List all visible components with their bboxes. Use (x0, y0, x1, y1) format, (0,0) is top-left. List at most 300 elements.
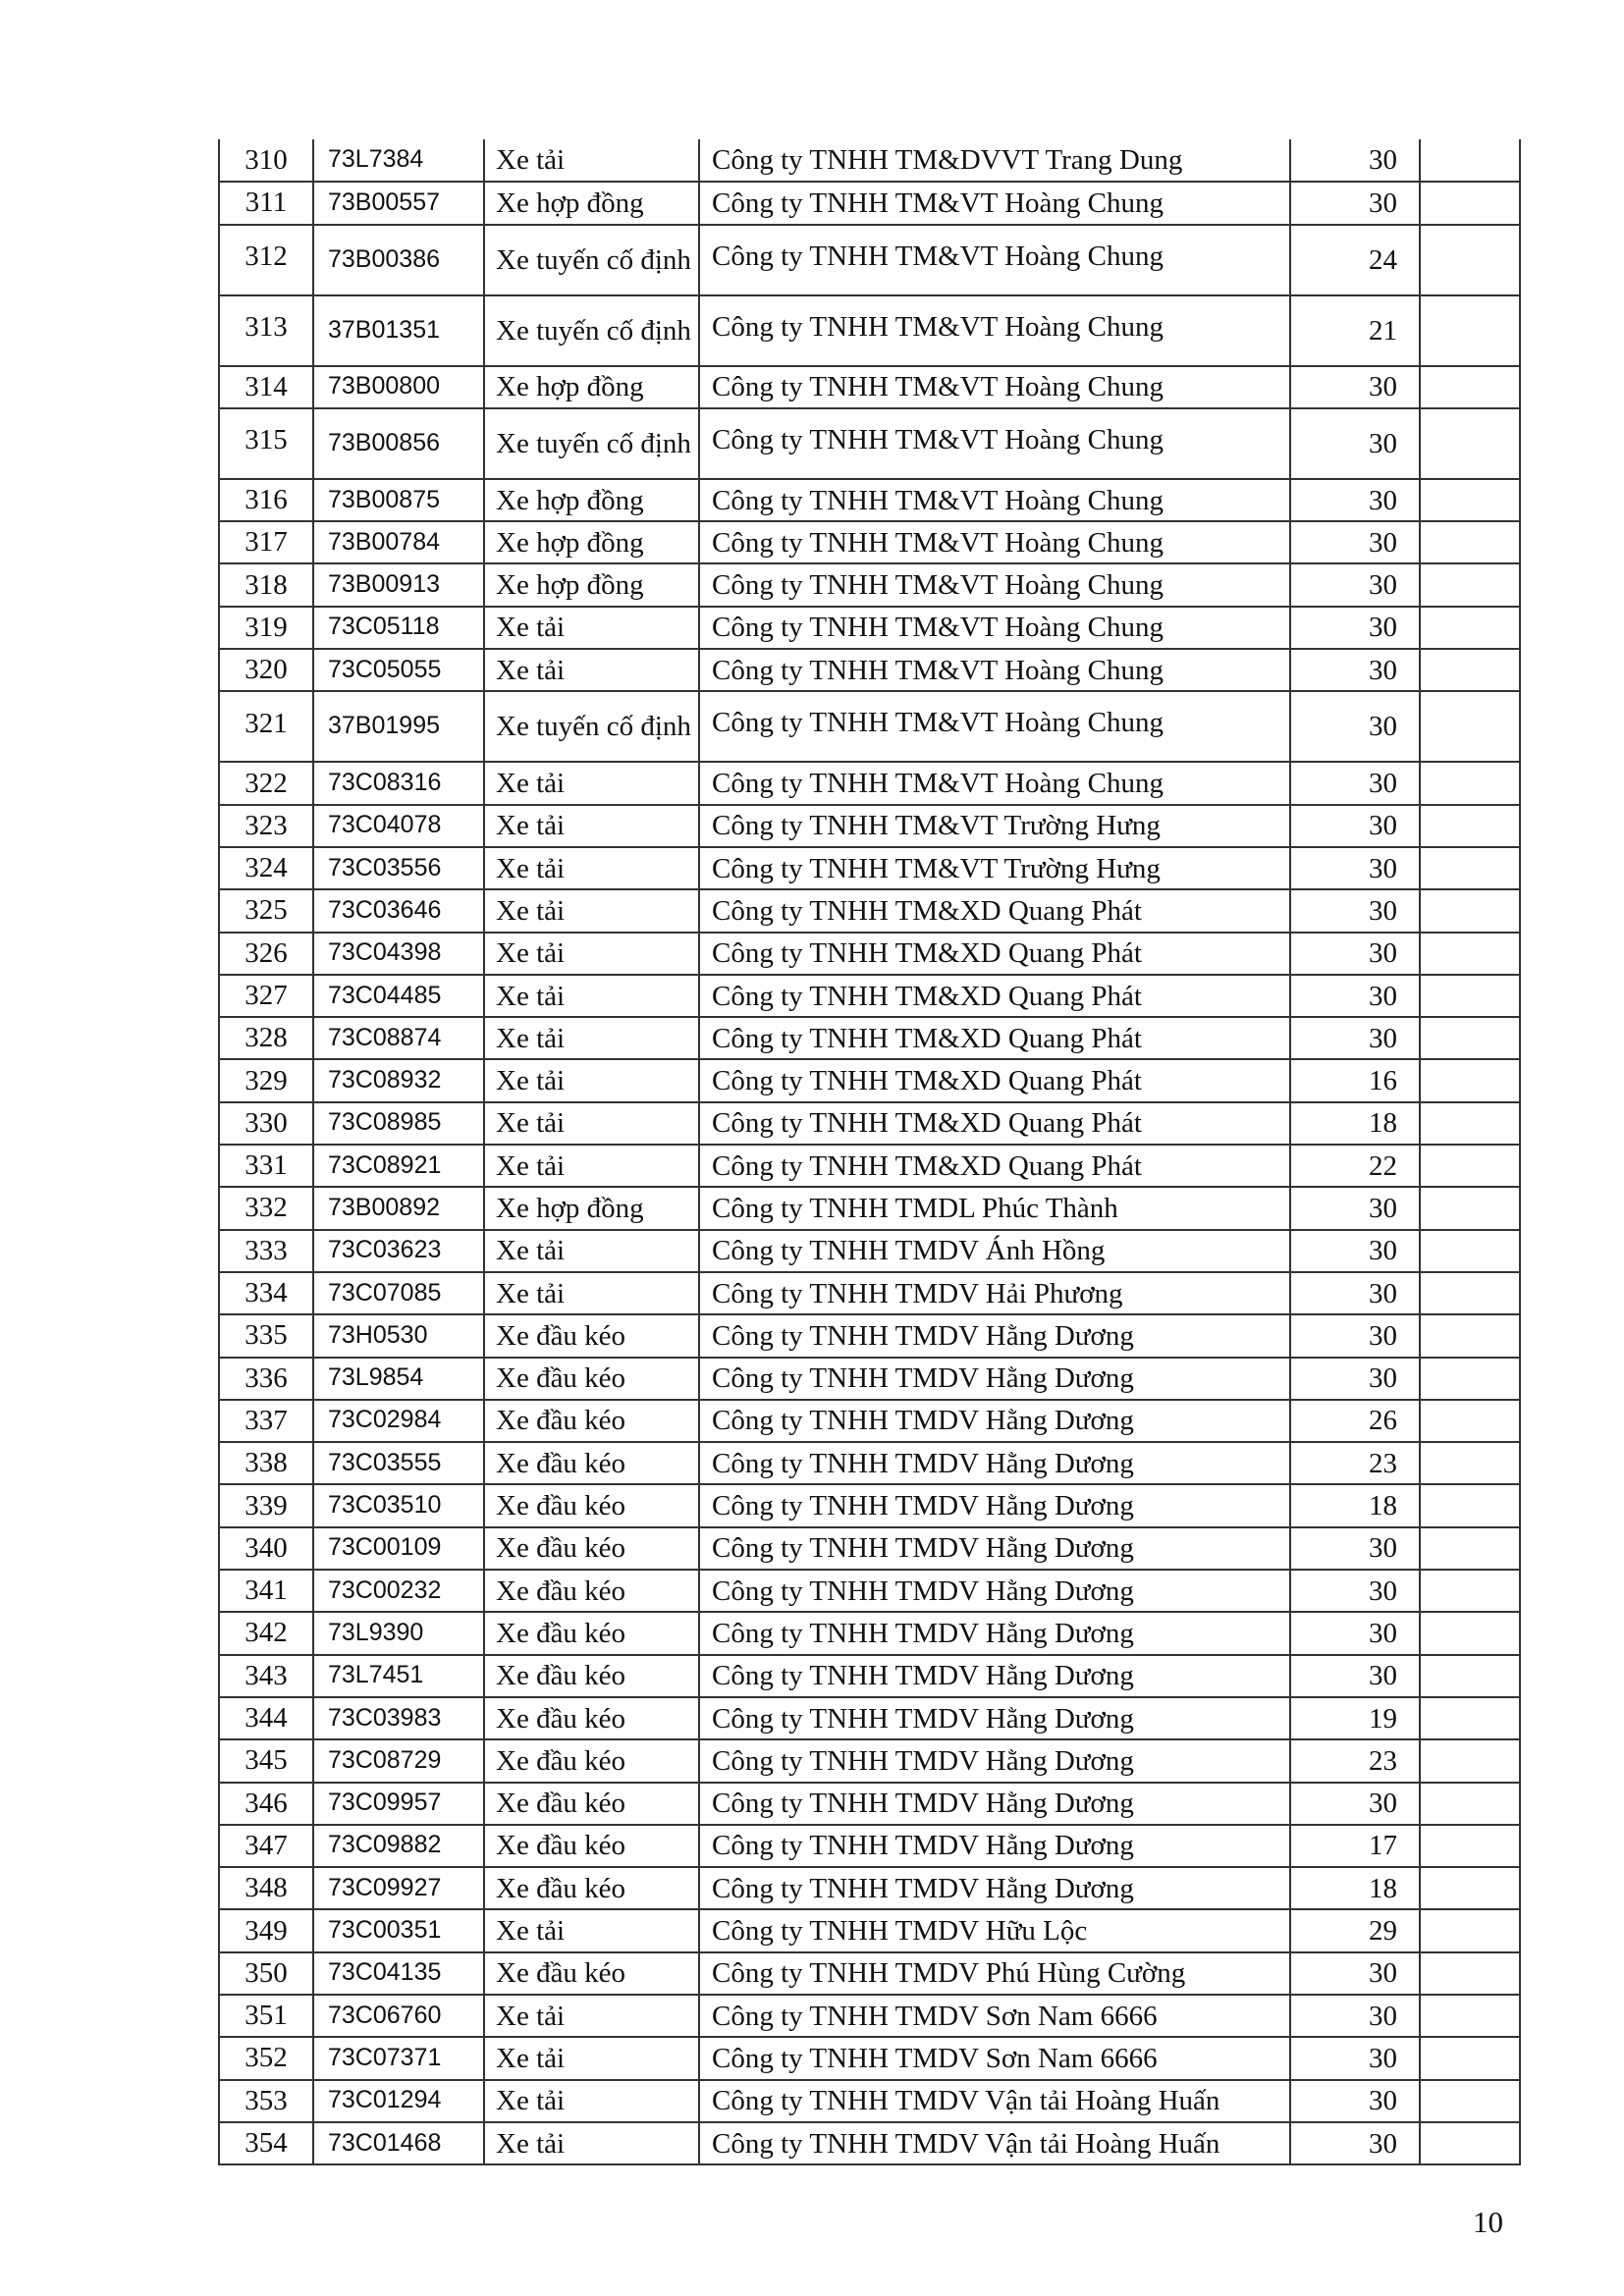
note-cell (1420, 1995, 1520, 2037)
license-plate-cell: 73C08729 (313, 1739, 484, 1782)
row-number-cell: 339 (219, 1484, 313, 1526)
table-row (219, 847, 1520, 889)
row-number-cell: 310 (219, 139, 313, 182)
note-cell (1420, 1017, 1520, 1059)
license-plate-cell: 73C04485 (313, 975, 484, 1017)
vehicle-type-cell: Xe tuyến cố định (484, 691, 699, 762)
row-number-cell: 354 (219, 2122, 313, 2164)
row-number-cell: 322 (219, 762, 313, 804)
table-row (219, 762, 1520, 804)
vehicle-type-cell: Xe đầu kéo (484, 1825, 699, 1867)
table-row (219, 607, 1520, 649)
days-cell: 30 (1290, 1995, 1420, 2037)
row-number-cell: 329 (219, 1059, 313, 1101)
license-plate-cell: 73C08874 (313, 1017, 484, 1059)
vehicle-type-cell: Xe hợp đồng (484, 563, 699, 606)
owner-cell: Công ty TNHH TM&VT Hoàng Chung (699, 691, 1290, 762)
note-cell (1420, 1358, 1520, 1400)
vehicle-type-cell: Xe tải (484, 139, 699, 182)
row-number-cell: 332 (219, 1187, 313, 1229)
license-plate-cell: 73B00913 (313, 563, 484, 606)
note-cell (1420, 1145, 1520, 1187)
table-row (219, 1017, 1520, 1059)
days-cell: 30 (1290, 889, 1420, 932)
vehicle-type-cell: Xe tải (484, 975, 699, 1017)
license-plate-cell: 73C00351 (313, 1909, 484, 1951)
license-plate-cell: 73C08316 (313, 762, 484, 804)
note-cell (1420, 762, 1520, 804)
days-cell: 30 (1290, 1230, 1420, 1272)
row-number-cell: 313 (219, 295, 313, 366)
note-cell (1420, 1825, 1520, 1867)
row-number-cell: 326 (219, 933, 313, 975)
vehicle-type-cell: Xe tải (484, 607, 699, 649)
table-row (219, 1230, 1520, 1272)
vehicle-table (218, 139, 1521, 2165)
note-cell (1420, 1697, 1520, 1739)
days-cell: 30 (1290, 366, 1420, 408)
vehicle-type-cell: Xe tải (484, 1059, 699, 1101)
row-number-cell: 341 (219, 1570, 313, 1612)
vehicle-type-cell: Xe tải (484, 1909, 699, 1951)
note-cell (1420, 2122, 1520, 2164)
table-row (219, 1484, 1520, 1526)
row-number-cell: 350 (219, 1952, 313, 1995)
table-row (219, 1442, 1520, 1484)
license-plate-cell: 73C07085 (313, 1272, 484, 1314)
vehicle-type-cell: Xe hợp đồng (484, 1187, 699, 1229)
days-cell: 21 (1290, 295, 1420, 366)
license-plate-cell: 73C05055 (313, 649, 484, 691)
days-cell: 18 (1290, 1484, 1420, 1526)
table-row (219, 563, 1520, 606)
license-plate-cell: 73C08985 (313, 1102, 484, 1145)
table-row (219, 1867, 1520, 1909)
owner-cell: Công ty TNHH TM&XD Quang Phát (699, 975, 1290, 1017)
license-plate-cell: 73B00892 (313, 1187, 484, 1229)
owner-cell: Công ty TNHH TMDV Hằng Dương (699, 1358, 1290, 1400)
owner-cell: Công ty TNHH TMDV Hằng Dương (699, 1314, 1290, 1357)
row-number-cell: 320 (219, 649, 313, 691)
vehicle-type-cell: Xe hợp đồng (484, 479, 699, 521)
license-plate-cell: 73C03623 (313, 1230, 484, 1272)
table-row (219, 691, 1520, 762)
days-cell: 30 (1290, 933, 1420, 975)
row-number-cell: 314 (219, 366, 313, 408)
note-cell (1420, 691, 1520, 762)
license-plate-cell: 73C01468 (313, 2122, 484, 2164)
note-cell (1420, 1527, 1520, 1570)
owner-cell: Công ty TNHH TM&XD Quang Phát (699, 933, 1290, 975)
license-plate-cell: 73C04398 (313, 933, 484, 975)
days-cell: 30 (1290, 563, 1420, 606)
row-number-cell: 340 (219, 1527, 313, 1570)
vehicle-type-cell: Xe tải (484, 2122, 699, 2164)
vehicle-type-cell: Xe đầu kéo (484, 1570, 699, 1612)
vehicle-type-cell: Xe tải (484, 933, 699, 975)
table-row (219, 889, 1520, 932)
days-cell: 30 (1290, 762, 1420, 804)
vehicle-type-cell: Xe hợp đồng (484, 366, 699, 408)
owner-cell: Công ty TNHH TMDV Hằng Dương (699, 1655, 1290, 1697)
license-plate-cell: 73H0530 (313, 1314, 484, 1357)
license-plate-cell: 73C09882 (313, 1825, 484, 1867)
table-row (219, 1739, 1520, 1782)
note-cell (1420, 225, 1520, 295)
note-cell (1420, 1230, 1520, 1272)
table-row (219, 1952, 1520, 1995)
row-number-cell: 343 (219, 1655, 313, 1697)
vehicle-type-cell: Xe hợp đồng (484, 182, 699, 224)
row-number-cell: 336 (219, 1358, 313, 1400)
days-cell: 30 (1290, 649, 1420, 691)
table-row (219, 1995, 1520, 2037)
row-number-cell: 318 (219, 563, 313, 606)
days-cell: 30 (1290, 1314, 1420, 1357)
row-number-cell: 347 (219, 1825, 313, 1867)
days-cell: 30 (1290, 691, 1420, 762)
license-plate-cell: 37B01995 (313, 691, 484, 762)
note-cell (1420, 1867, 1520, 1909)
vehicle-type-cell: Xe đầu kéo (484, 1612, 699, 1654)
row-number-cell: 325 (219, 889, 313, 932)
vehicle-type-cell: Xe tuyến cố định (484, 295, 699, 366)
note-cell (1420, 1612, 1520, 1654)
note-cell (1420, 2080, 1520, 2122)
license-plate-cell: 73C05118 (313, 607, 484, 649)
vehicle-type-cell: Xe tải (484, 2080, 699, 2122)
table-row (219, 975, 1520, 1017)
days-cell: 24 (1290, 225, 1420, 295)
row-number-cell: 321 (219, 691, 313, 762)
note-cell (1420, 1739, 1520, 1782)
row-number-cell: 338 (219, 1442, 313, 1484)
row-number-cell: 316 (219, 479, 313, 521)
row-number-cell: 331 (219, 1145, 313, 1187)
table-row (219, 2122, 1520, 2164)
table-row (219, 1570, 1520, 1612)
license-plate-cell: 73C00232 (313, 1570, 484, 1612)
table-row (219, 479, 1520, 521)
row-number-cell: 317 (219, 521, 313, 563)
days-cell: 30 (1290, 2037, 1420, 2079)
table-row (219, 1527, 1520, 1570)
license-plate-cell: 73C03510 (313, 1484, 484, 1526)
note-cell (1420, 1102, 1520, 1145)
note-cell (1420, 1272, 1520, 1314)
note-cell (1420, 1655, 1520, 1697)
owner-cell: Công ty TNHH TMDV Hằng Dương (699, 1484, 1290, 1526)
owner-cell: Công ty TNHH TMDL Phúc Thành (699, 1187, 1290, 1229)
row-number-cell: 312 (219, 225, 313, 295)
days-cell: 18 (1290, 1867, 1420, 1909)
license-plate-cell: 73B00875 (313, 479, 484, 521)
days-cell: 30 (1290, 139, 1420, 182)
owner-cell: Công ty TNHH TM&XD Quang Phát (699, 1145, 1290, 1187)
owner-cell: Công ty TNHH TM&XD Quang Phát (699, 1017, 1290, 1059)
days-cell: 30 (1290, 1187, 1420, 1229)
license-plate-cell: 73B00856 (313, 408, 484, 479)
license-plate-cell: 73B00557 (313, 182, 484, 224)
vehicle-type-cell: Xe hợp đồng (484, 521, 699, 563)
note-cell (1420, 479, 1520, 521)
note-cell (1420, 139, 1520, 182)
license-plate-cell: 73B00800 (313, 366, 484, 408)
note-cell (1420, 1400, 1520, 1442)
note-cell (1420, 521, 1520, 563)
owner-cell: Công ty TNHH TM&VT Trường Hưng (699, 847, 1290, 889)
vehicle-type-cell: Xe tuyến cố định (484, 408, 699, 479)
vehicle-type-cell: Xe tải (484, 1145, 699, 1187)
license-plate-cell: 73B00386 (313, 225, 484, 295)
owner-cell: Công ty TNHH TM&VT Hoàng Chung (699, 521, 1290, 563)
note-cell (1420, 649, 1520, 691)
row-number-cell: 334 (219, 1272, 313, 1314)
vehicle-type-cell: Xe tải (484, 1230, 699, 1272)
note-cell (1420, 2037, 1520, 2079)
days-cell: 22 (1290, 1145, 1420, 1187)
days-cell: 30 (1290, 2080, 1420, 2122)
vehicle-type-cell: Xe đầu kéo (484, 1867, 699, 1909)
vehicle-type-cell: Xe đầu kéo (484, 1697, 699, 1739)
row-number-cell: 319 (219, 607, 313, 649)
days-cell: 30 (1290, 521, 1420, 563)
row-number-cell: 348 (219, 1867, 313, 1909)
row-number-cell: 353 (219, 2080, 313, 2122)
days-cell: 16 (1290, 1059, 1420, 1101)
days-cell: 30 (1290, 805, 1420, 847)
note-cell (1420, 295, 1520, 366)
owner-cell: Công ty TNHH TMDV Hữu Lộc (699, 1909, 1290, 1951)
owner-cell: Công ty TNHH TMDV Hằng Dương (699, 1867, 1290, 1909)
vehicle-type-cell: Xe tải (484, 805, 699, 847)
owner-cell: Công ty TNHH TMDV Hằng Dương (699, 1527, 1290, 1570)
note-cell (1420, 1442, 1520, 1484)
page-number: 10 (1473, 2205, 1503, 2239)
row-number-cell: 327 (219, 975, 313, 1017)
owner-cell: Công ty TNHH TM&VT Hoàng Chung (699, 649, 1290, 691)
days-cell: 30 (1290, 1272, 1420, 1314)
table-row (219, 408, 1520, 479)
row-number-cell: 344 (219, 1697, 313, 1739)
note-cell (1420, 933, 1520, 975)
owner-cell: Công ty TNHH TMDV Phú Hùng Cường (699, 1952, 1290, 1995)
vehicle-type-cell: Xe đầu kéo (484, 1442, 699, 1484)
row-number-cell: 342 (219, 1612, 313, 1654)
table-row (219, 521, 1520, 563)
note-cell (1420, 366, 1520, 408)
days-cell: 30 (1290, 847, 1420, 889)
license-plate-cell: 73C03556 (313, 847, 484, 889)
vehicle-type-cell: Xe tải (484, 2037, 699, 2079)
table-row (219, 2080, 1520, 2122)
owner-cell: Công ty TNHH TM&XD Quang Phát (699, 889, 1290, 932)
vehicle-type-cell: Xe tải (484, 889, 699, 932)
row-number-cell: 337 (219, 1400, 313, 1442)
table-row (219, 139, 1520, 182)
note-cell (1420, 889, 1520, 932)
table-row (219, 366, 1520, 408)
note-cell (1420, 1059, 1520, 1101)
vehicle-type-cell: Xe tải (484, 1995, 699, 2037)
vehicle-type-cell: Xe tải (484, 649, 699, 691)
table-row (219, 933, 1520, 975)
owner-cell: Công ty TNHH TMDV Hằng Dương (699, 1442, 1290, 1484)
row-number-cell: 315 (219, 408, 313, 479)
row-number-cell: 349 (219, 1909, 313, 1951)
owner-cell: Công ty TNHH TM&XD Quang Phát (699, 1102, 1290, 1145)
owner-cell: Công ty TNHH TM&VT Hoàng Chung (699, 366, 1290, 408)
license-plate-cell: 73C03555 (313, 1442, 484, 1484)
days-cell: 18 (1290, 1102, 1420, 1145)
owner-cell: Công ty TNHH TMDV Hằng Dương (699, 1400, 1290, 1442)
owner-cell: Công ty TNHH TMDV Hằng Dương (699, 1697, 1290, 1739)
days-cell: 19 (1290, 1697, 1420, 1739)
vehicle-type-cell: Xe đầu kéo (484, 1739, 699, 1782)
note-cell (1420, 607, 1520, 649)
table-row (219, 649, 1520, 691)
owner-cell: Công ty TNHH TM&VT Hoàng Chung (699, 479, 1290, 521)
owner-cell: Công ty TNHH TMDV Ánh Hồng (699, 1230, 1290, 1272)
note-cell (1420, 1909, 1520, 1951)
days-cell: 30 (1290, 2122, 1420, 2164)
license-plate-cell: 73C02984 (313, 1400, 484, 1442)
table-row (219, 1825, 1520, 1867)
table-row (219, 295, 1520, 366)
vehicle-type-cell: Xe đầu kéo (484, 1484, 699, 1526)
table-row (219, 1187, 1520, 1229)
vehicle-type-cell: Xe đầu kéo (484, 1655, 699, 1697)
days-cell: 23 (1290, 1442, 1420, 1484)
license-plate-cell: 73L9390 (313, 1612, 484, 1654)
license-plate-cell: 73C08932 (313, 1059, 484, 1101)
license-plate-cell: 73C04135 (313, 1952, 484, 1995)
vehicle-type-cell: Xe đầu kéo (484, 1400, 699, 1442)
license-plate-cell: 73C09957 (313, 1783, 484, 1825)
owner-cell: Công ty TNHH TM&DVVT Trang Dung (699, 139, 1290, 182)
vehicle-type-cell: Xe tải (484, 1102, 699, 1145)
owner-cell: Công ty TNHH TMDV Hằng Dương (699, 1612, 1290, 1654)
owner-cell: Công ty TNHH TM&VT Hoàng Chung (699, 182, 1290, 224)
table-row (219, 1612, 1520, 1654)
note-cell (1420, 847, 1520, 889)
license-plate-cell: 73C08921 (313, 1145, 484, 1187)
days-cell: 30 (1290, 408, 1420, 479)
vehicle-table-body (219, 139, 1520, 2164)
days-cell: 30 (1290, 607, 1420, 649)
table-row (219, 225, 1520, 295)
owner-cell: Công ty TNHH TM&VT Hoàng Chung (699, 563, 1290, 606)
owner-cell: Công ty TNHH TMDV Hằng Dương (699, 1825, 1290, 1867)
owner-cell: Công ty TNHH TMDV Vận tải Hoàng Huấn (699, 2122, 1290, 2164)
license-plate-cell: 73C01294 (313, 2080, 484, 2122)
owner-cell: Công ty TNHH TM&VT Hoàng Chung (699, 762, 1290, 804)
days-cell: 30 (1290, 479, 1420, 521)
days-cell: 30 (1290, 1612, 1420, 1654)
note-cell (1420, 975, 1520, 1017)
row-number-cell: 345 (219, 1739, 313, 1782)
days-cell: 30 (1290, 1527, 1420, 1570)
row-number-cell: 330 (219, 1102, 313, 1145)
owner-cell: Công ty TNHH TMDV Hằng Dương (699, 1739, 1290, 1782)
table-row (219, 1059, 1520, 1101)
row-number-cell: 333 (219, 1230, 313, 1272)
license-plate-cell: 73L9854 (313, 1358, 484, 1400)
note-cell (1420, 805, 1520, 847)
table-row (219, 1697, 1520, 1739)
owner-cell: Công ty TNHH TMDV Hải Phương (699, 1272, 1290, 1314)
note-cell (1420, 1187, 1520, 1229)
owner-cell: Công ty TNHH TMDV Sơn Nam 6666 (699, 1995, 1290, 2037)
license-plate-cell: 73C07371 (313, 2037, 484, 2079)
days-cell: 26 (1290, 1400, 1420, 1442)
note-cell (1420, 1314, 1520, 1357)
vehicle-type-cell: Xe đầu kéo (484, 1358, 699, 1400)
license-plate-cell: 73C03646 (313, 889, 484, 932)
owner-cell: Công ty TNHH TMDV Hằng Dương (699, 1783, 1290, 1825)
table-row (219, 1272, 1520, 1314)
table-row (219, 182, 1520, 224)
vehicle-type-cell: Xe tải (484, 762, 699, 804)
license-plate-cell: 73C09927 (313, 1867, 484, 1909)
note-cell (1420, 1484, 1520, 1526)
license-plate-cell: 73B00784 (313, 521, 484, 563)
owner-cell: Công ty TNHH TMDV Vận tải Hoàng Huấn (699, 2080, 1290, 2122)
days-cell: 23 (1290, 1739, 1420, 1782)
license-plate-cell: 73C03983 (313, 1697, 484, 1739)
owner-cell: Công ty TNHH TM&VT Hoàng Chung (699, 225, 1290, 295)
vehicle-type-cell: Xe tải (484, 1272, 699, 1314)
row-number-cell: 328 (219, 1017, 313, 1059)
owner-cell: Công ty TNHH TMDV Sơn Nam 6666 (699, 2037, 1290, 2079)
row-number-cell: 351 (219, 1995, 313, 2037)
vehicle-type-cell: Xe đầu kéo (484, 1952, 699, 1995)
table-row (219, 1358, 1520, 1400)
table-row (219, 1145, 1520, 1187)
license-plate-cell: 73C04078 (313, 805, 484, 847)
table-row (219, 1655, 1520, 1697)
row-number-cell: 324 (219, 847, 313, 889)
owner-cell: Công ty TNHH TMDV Hằng Dương (699, 1570, 1290, 1612)
table-row (219, 1102, 1520, 1145)
license-plate-cell: 73L7451 (313, 1655, 484, 1697)
owner-cell: Công ty TNHH TM&VT Hoàng Chung (699, 607, 1290, 649)
vehicle-type-cell: Xe tải (484, 1017, 699, 1059)
vehicle-type-cell: Xe tải (484, 847, 699, 889)
days-cell: 29 (1290, 1909, 1420, 1951)
days-cell: 30 (1290, 1952, 1420, 1995)
license-plate-cell: 73L7384 (313, 139, 484, 182)
table-row (219, 2037, 1520, 2079)
days-cell: 17 (1290, 1825, 1420, 1867)
days-cell: 30 (1290, 1017, 1420, 1059)
table-row (219, 1400, 1520, 1442)
days-cell: 30 (1290, 1655, 1420, 1697)
row-number-cell: 311 (219, 182, 313, 224)
owner-cell: Công ty TNHH TM&XD Quang Phát (699, 1059, 1290, 1101)
vehicle-type-cell: Xe đầu kéo (484, 1527, 699, 1570)
table-row (219, 1909, 1520, 1951)
owner-cell: Công ty TNHH TM&VT Trường Hưng (699, 805, 1290, 847)
row-number-cell: 346 (219, 1783, 313, 1825)
days-cell: 30 (1290, 1570, 1420, 1612)
vehicle-type-cell: Xe tuyến cố định (484, 225, 699, 295)
vehicle-type-cell: Xe đầu kéo (484, 1314, 699, 1357)
note-cell (1420, 1783, 1520, 1825)
days-cell: 30 (1290, 182, 1420, 224)
table-row (219, 1314, 1520, 1357)
license-plate-cell: 73C06760 (313, 1995, 484, 2037)
